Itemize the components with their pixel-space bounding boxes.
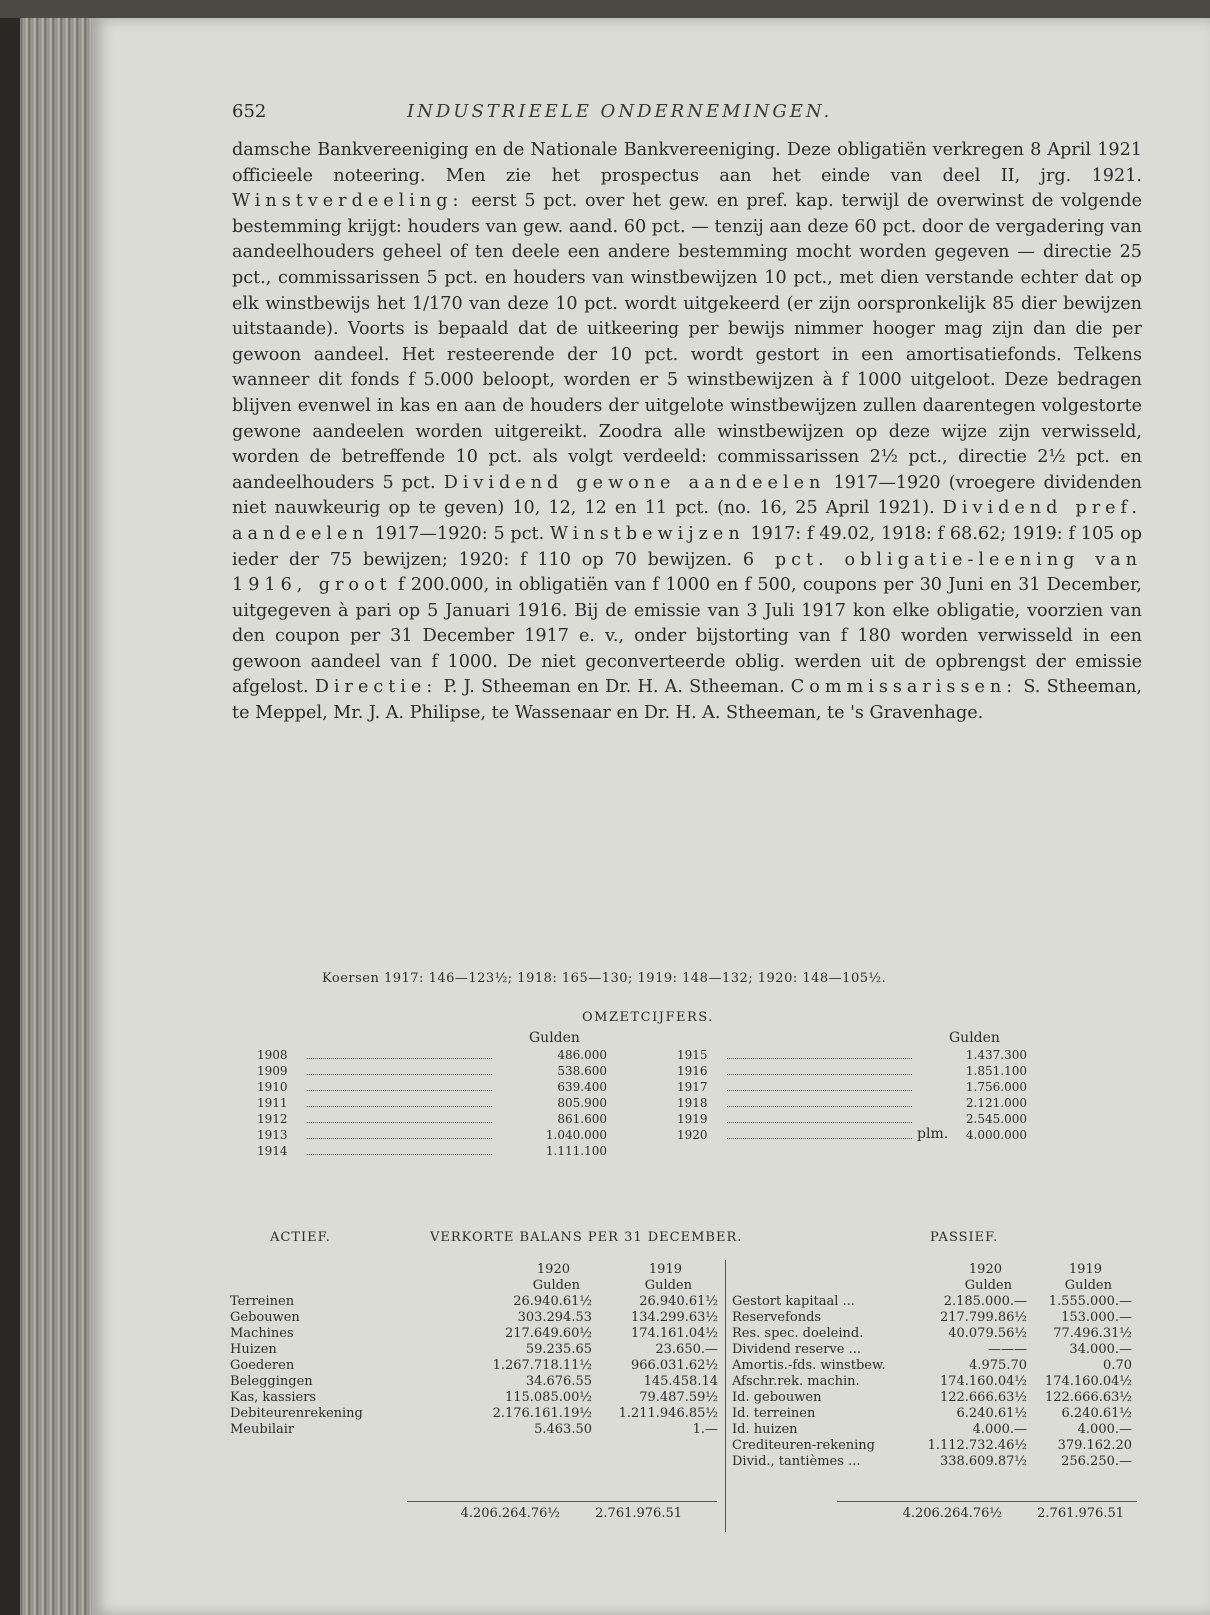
scan-top-edge: [0, 0, 1210, 18]
omzet-year: 1908: [257, 1048, 288, 1062]
actief-label: Debiteurenrekening: [230, 1406, 363, 1421]
passief-value-b: 0.70: [1103, 1358, 1132, 1373]
actief-row: [230, 1294, 720, 1310]
omzet-row: [677, 1096, 1027, 1112]
omzet-unit-left: Gulden: [529, 1030, 580, 1046]
passief-value-a: 217.799.86½: [939, 1310, 1027, 1325]
passief-row: [732, 1438, 1132, 1454]
passief-row: [732, 1326, 1132, 1342]
spaced-heading: Winstbewijzen: [550, 523, 745, 544]
passief-label: Divid., tantièmes ...: [732, 1454, 861, 1469]
spaced-heading: Directie:: [314, 677, 438, 698]
omzet-row: [677, 1064, 1027, 1080]
text-run: 1917—1920: 5 pct.: [368, 523, 545, 544]
spaced-heading: Commissarissen:: [790, 677, 1018, 698]
omzet-row: [257, 1048, 607, 1064]
dot-leader: [307, 1058, 492, 1059]
omzet-value: 2.545.000: [965, 1112, 1027, 1126]
actief-label: Kas, kassiers: [230, 1390, 317, 1405]
dot-leader: [727, 1122, 912, 1123]
passief-row: [732, 1406, 1132, 1422]
omzet-year: 1913: [257, 1128, 288, 1142]
passief-value-a: 174.160.04½: [939, 1374, 1027, 1389]
passief-unit-a: Gulden: [964, 1278, 1012, 1293]
total-rule-left: [407, 1501, 717, 1502]
passief-row: [732, 1374, 1132, 1390]
book-edge: [0, 0, 20, 1615]
actief-value-b: 134.299.63½: [630, 1310, 718, 1325]
passief-label: Crediteuren-rekening: [732, 1438, 875, 1453]
omzet-year: 1918: [677, 1096, 708, 1110]
passief-unit-b: Gulden: [1064, 1278, 1112, 1293]
omzet-year: 1911: [257, 1096, 288, 1110]
passief-value-b: 256.250.—: [1061, 1454, 1132, 1469]
passief-label: Afschr.rek. machin.: [732, 1374, 860, 1389]
total-rule-right: [837, 1501, 1137, 1502]
actief-row: [230, 1342, 720, 1358]
actief-year-a: 1920: [536, 1262, 570, 1277]
passief-value-b: 77.496.31½: [1053, 1326, 1132, 1341]
omzet-row: [677, 1128, 1027, 1144]
dot-leader: [727, 1106, 912, 1107]
omzet-value: 1.111.100: [545, 1144, 607, 1158]
actief-value-b: 79.487.59½: [639, 1390, 718, 1405]
passief-label: Dividend reserve ...: [732, 1342, 861, 1357]
passief-label: Id. huizen: [732, 1422, 798, 1437]
koersen-line: Koersen 1917: 146—123½; 1918: 165—130; 1919: 148—132; 1920: 148—105½.: [322, 971, 887, 986]
passief-value-a: 338.609.87½: [939, 1454, 1027, 1469]
passief-value-b: 4.000.—: [1077, 1422, 1132, 1437]
omzet-row: [677, 1112, 1027, 1128]
omzet-row: [257, 1080, 607, 1096]
passief-value-b: 34.000.—: [1069, 1342, 1132, 1357]
actief-label: Gebouwen: [230, 1310, 300, 1325]
actief-row: [230, 1390, 720, 1406]
total-passief-a: 4.206.264.76½: [902, 1506, 1002, 1521]
actief-value-b: 26.940.61½: [639, 1294, 718, 1309]
dot-leader: [727, 1074, 912, 1075]
omzet-value: 1.040.000: [545, 1128, 607, 1142]
omzet-value: 538.600: [557, 1064, 607, 1078]
total-passief-b: 2.761.976.51: [1037, 1506, 1124, 1521]
omzet-value: 2.121.000: [965, 1096, 1027, 1110]
passief-value-b: 174.160.04½: [1044, 1374, 1132, 1389]
actief-value-b: 1.—: [692, 1422, 718, 1437]
omzet-year: 1915: [677, 1048, 708, 1062]
dot-leader: [307, 1122, 492, 1123]
actief-value-b: 174.161.04½: [630, 1326, 718, 1341]
omzet-row: [677, 1080, 1027, 1096]
actief-unit-a: Gulden: [532, 1278, 580, 1293]
omzet-year: 1914: [257, 1144, 288, 1158]
omzet-value: 4.000.000: [965, 1128, 1027, 1142]
dot-leader: [727, 1058, 912, 1059]
actief-row: [230, 1406, 720, 1422]
text-run: eerst 5 pct. over het gew. en pref. kap. terwijl de overwinst de volgende bestemming krijgt: houders van gew. aand. 60 pct. — tenzij aan deze 60 pct. door de vergadering van aandeelhouders geheel of ten deele een andere bestemming mocht worden gegeven — directie 25 pct., commissarissen 5 pct. en houders van winstbewijzen 10 pct., met dien verstande echter dat op elk winstbewijs het 1/170 van deze 10 pct. wordt uitgekeerd (er zijn oorspronkelijk 85 dier bewijzen uitstaande). Voorts is bepaald dat de uitkeering per bewijs nimmer hooger mag zijn dan die per gewoon aandeel. Het resteerende der 10 pct. wordt gestort in een amortisatiefonds. Telkens wanneer dit fonds f 5.000 beloopt, worden er 5 winstbewijzen à f 1000 uitgeloot. Deze bedragen blijven evenwel in kas en aan de houders der uitgelote winstbewijzen zullen daarentegen volgestorte gewone aandeelen worden uitgereikt. Zoodra alle winstbewijzen op deze wijze zijn verwisseld, worden de betreffende 10 pct. als volgt verdeeld: commissarissen 2½ pct., directie 2½ pct. en aandeelhouders 5 pct.: [232, 191, 1142, 493]
actief-value-a: 303.294.53: [517, 1310, 592, 1325]
passief-year-a: 1920: [968, 1262, 1002, 1277]
passief-value-b: 1.555.000.—: [1048, 1294, 1132, 1309]
spaced-heading: Dividend gewone aandeelen: [443, 472, 826, 493]
actief-value-a: 26.940.61½: [513, 1294, 592, 1309]
omzet-row: [257, 1064, 607, 1080]
actief-label: ACTIEF.: [270, 1230, 331, 1245]
passief-value-b: 379.162.20: [1057, 1438, 1132, 1453]
actief-row: [230, 1358, 720, 1374]
dot-leader: [307, 1106, 492, 1107]
book-page: [92, 18, 1210, 1615]
omzet-row: [677, 1048, 1027, 1064]
omzet-value: 861.600: [557, 1112, 607, 1126]
passief-value-a: 4.000.—: [972, 1422, 1027, 1437]
omzet-row: [257, 1128, 607, 1144]
passief-label: Id. terreinen: [732, 1406, 816, 1421]
actief-value-b: 1.211.946.85½: [618, 1406, 718, 1421]
balans-divider: [725, 1260, 726, 1532]
passief-label: Reservefonds: [732, 1310, 822, 1325]
actief-value-a: 217.649.60½: [504, 1326, 592, 1341]
passief-row: [732, 1342, 1132, 1358]
omzet-unit-right: Gulden: [949, 1030, 1000, 1046]
dot-leader: [727, 1138, 912, 1139]
actief-value-b: 145.458.14: [643, 1374, 718, 1389]
spaced-heading: 6 pct. obligatie-leening van 1916, groot: [232, 549, 1142, 596]
balans-title: VERKORTE BALANS PER 31 DECEMBER.: [430, 1230, 743, 1245]
omzet-year: 1909: [257, 1064, 288, 1078]
dot-leader: [307, 1090, 492, 1091]
actief-unit-b: Gulden: [644, 1278, 692, 1293]
passief-year-b: 1919: [1068, 1262, 1102, 1277]
omzet-year: 1917: [677, 1080, 708, 1094]
omzet-row: [257, 1144, 607, 1160]
passief-row: [732, 1294, 1132, 1310]
passief-value-a: 6.240.61½: [956, 1406, 1027, 1421]
actief-value-a: 59.235.65: [525, 1342, 592, 1357]
passief-row: [732, 1422, 1132, 1438]
omzet-year: 1919: [677, 1112, 708, 1126]
actief-year-b: 1919: [648, 1262, 682, 1277]
actief-label: Meubilair: [230, 1422, 295, 1437]
actief-value-a: 115.085.00½: [504, 1390, 592, 1405]
passief-value-a: 122.666.63½: [939, 1390, 1027, 1405]
passief-row: [732, 1358, 1132, 1374]
passief-value-b: 153.000.—: [1061, 1310, 1132, 1325]
actief-value-b: 966.031.62½: [630, 1358, 718, 1373]
total-actief-a: 4.206.264.76½: [460, 1506, 560, 1521]
actief-row: [230, 1310, 720, 1326]
omzet-value: 1.437.300: [965, 1048, 1027, 1062]
passief-row: [732, 1454, 1132, 1470]
running-header: [92, 101, 1210, 131]
passief-row: [732, 1310, 1132, 1326]
omzet-value: 486.000: [557, 1048, 607, 1062]
omzet-year: 1916: [677, 1064, 708, 1078]
spaced-heading: Dividend pref. aandeelen: [232, 498, 1143, 544]
omzet-note: plm.: [917, 1126, 949, 1142]
omzet-year: 1920: [677, 1128, 708, 1142]
passief-value-a: ———: [988, 1342, 1027, 1357]
actief-label: Goederen: [230, 1358, 295, 1373]
body-paragraph: [232, 138, 1142, 727]
actief-value-a: 1.267.718.11½: [492, 1358, 592, 1373]
omzet-value: 805.900: [557, 1096, 607, 1110]
spaced-heading: Winstverdeeling:: [232, 191, 464, 212]
passief-label: PASSIEF.: [930, 1230, 999, 1245]
page-number: 652: [232, 101, 267, 122]
actief-label: Beleggingen: [230, 1374, 313, 1389]
passief-value-b: 6.240.61½: [1061, 1406, 1132, 1421]
text-run: S. Stheeman, te Meppel, Mr. J. A. Philipse, te Wassenaar en Dr. H. A. Stheeman, te 's Gravenhage.: [232, 677, 1143, 724]
omzet-year: 1910: [257, 1080, 288, 1094]
passief-value-a: 40.079.56½: [948, 1326, 1027, 1341]
passief-value-a: 2.185.000.—: [943, 1294, 1027, 1309]
omzet-row: [257, 1112, 607, 1128]
passief-label: Id. gebouwen: [732, 1390, 822, 1405]
omzet-title: OMZETCIJFERS.: [582, 1010, 714, 1025]
passief-label: Res. spec. doeleind.: [732, 1326, 864, 1341]
actief-row: [230, 1326, 720, 1342]
passief-row: [732, 1390, 1132, 1406]
passief-label: Amortis.-fds. winstbew.: [732, 1358, 886, 1373]
text-run: damsche Bankvereeniging en de Nationale Bankvereeniging. Deze obligatiën verkregen 8 April 1921 officieele noteering. Men zie het prospectus aan het einde van deel II, jrg. 1921.: [232, 140, 1142, 186]
text-run: 1917—1920 (vroegere dividenden niet nauwkeurig op te geven) 10, 12, 12 en 11 pct. (no. 16, 25 April 1921).: [232, 472, 1142, 519]
actief-row: [230, 1422, 720, 1438]
dot-leader: [727, 1090, 912, 1091]
actief-row: [230, 1374, 720, 1390]
actief-value-a: 2.176.161.19½: [492, 1406, 592, 1421]
passief-value-a: 1.112.732.46½: [927, 1438, 1027, 1453]
actief-value-a: 5.463.50: [534, 1422, 592, 1437]
text-run: 1917: f 49.02, 1918: f 68.62; 1919: f 105 op ieder der 75 bewijzen; 1920: f 110 op 70 bewijzen.: [232, 523, 1142, 570]
passief-label: Gestort kapitaal ...: [732, 1294, 855, 1309]
actief-value-b: 23.650.—: [655, 1342, 718, 1357]
omzet-value: 1.851.100: [965, 1064, 1027, 1078]
passief-value-a: 4.975.70: [969, 1358, 1027, 1373]
actief-label: Terreinen: [230, 1294, 295, 1309]
omzet-value: 639.400: [557, 1080, 607, 1094]
page-title: INDUSTRIEELE ONDERNEMINGEN.: [407, 101, 833, 122]
actief-value-a: 34.676.55: [525, 1374, 592, 1389]
dot-leader: [307, 1154, 492, 1155]
actief-label: Machines: [230, 1326, 294, 1341]
omzet-row: [257, 1096, 607, 1112]
passief-value-b: 122.666.63½: [1044, 1390, 1132, 1405]
text-run: f 200.000, in obligatiën van f 1000 en f 500, coupons per 30 Juni en 31 December, uitgegeven à pari op 5 Januari 1916. Bij de emissie van 3 Juli 1917 kon elke obligatie, voorzien van den coupon per 31 December 1917 e. v., onder bijstorting van f 180 worden verwisseld in een gewoon aandeel van f 1000. De niet geconverteerde oblig. werden uit de opbrengst der emissie afgelost.: [232, 575, 1143, 698]
dot-leader: [307, 1074, 492, 1075]
text-run: P. J. Stheeman en Dr. H. A. Stheeman.: [437, 677, 785, 698]
actief-label: Huizen: [230, 1342, 277, 1357]
omzet-year: 1912: [257, 1112, 288, 1126]
total-actief-b: 2.761.976.51: [595, 1506, 682, 1521]
dot-leader: [307, 1138, 492, 1139]
omzet-value: 1.756.000: [965, 1080, 1027, 1094]
